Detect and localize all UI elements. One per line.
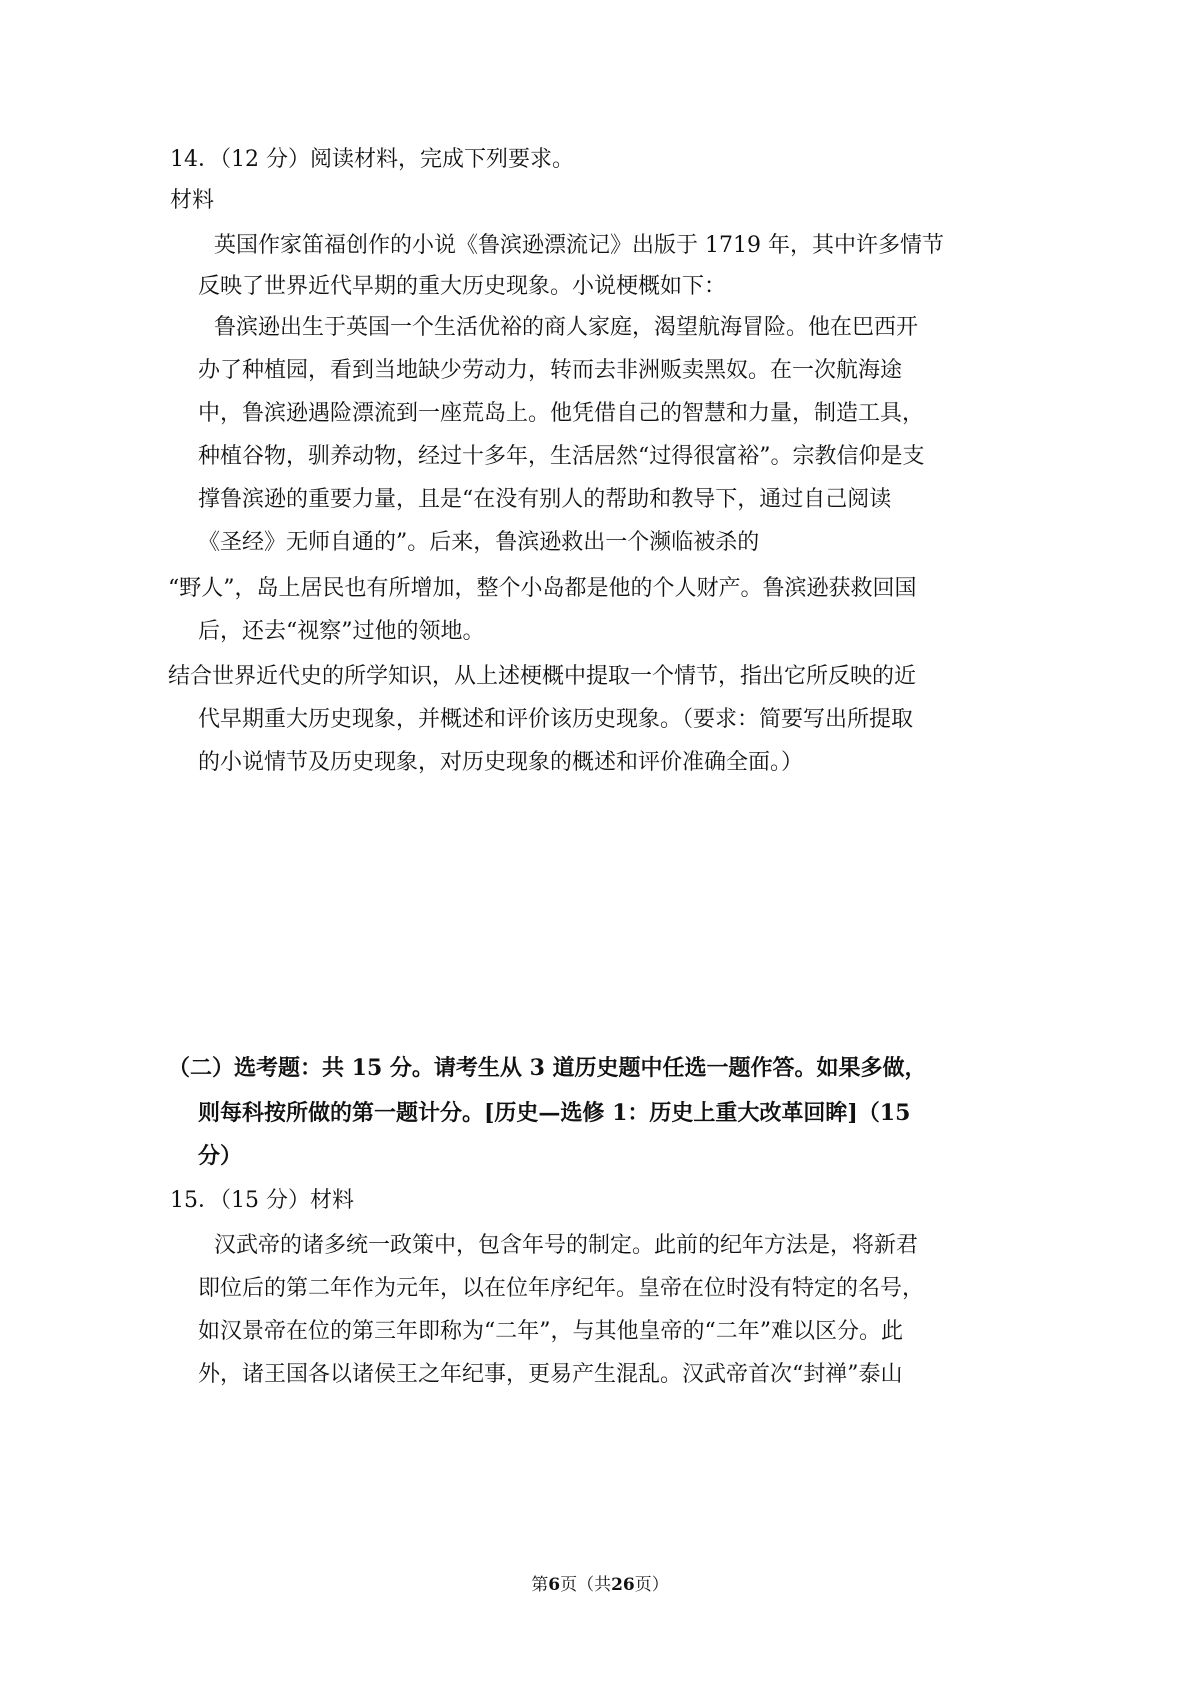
q15-material-line: 汉武帝的诸多统一政策中，包含年号的制定。此前的纪年方法是，将新君: [214, 1233, 919, 1258]
footer-prefix: 第: [531, 1575, 549, 1595]
q14-material-label: 材料: [170, 188, 215, 213]
section2-heading-line: 分）: [198, 1143, 243, 1169]
q14-material-line: 英国作家笛福创作的小说《鲁滨逊漂流记》出版于 1719 年，其中许多情节: [214, 233, 944, 258]
q14-material-line: 反映了世界近代早期的重大历史现象。小说梗概如下：: [198, 274, 727, 299]
q14-header: 14．（12 分）阅读材料，完成下列要求。: [170, 147, 574, 172]
q15-material-line: 如汉景帝在位的第三年即称为“二年”，与其他皇帝的“二年”难以区分。此: [198, 1319, 903, 1344]
section2-heading-line: （二）选考题：共 15 分。请考生从 3 道历史题中任选一题作答。如果多做，: [168, 1055, 927, 1081]
q14-material-line: 《圣经》无师自通的”。后来，鲁滨逊救出一个濒临被杀的: [198, 530, 760, 555]
page-footer: [0, 1574, 1200, 1596]
q14-material-line: 办了种植园，看到当地缺少劳动力，转而去非洲贩卖黑奴。在一次航海途: [198, 358, 903, 383]
q14-material-line: “野人”，岛上居民也有所增加，整个小岛都是他的个人财产。鲁滨逊获救回国: [168, 576, 917, 601]
total-page-count: 26: [611, 1575, 635, 1595]
q14-material-line: 撑鲁滨逊的重要力量，且是“在没有别人的帮助和教导下，通过自己阅读: [198, 487, 892, 512]
q14-material-line: 后，还去“视察”过他的领地。: [198, 619, 485, 644]
current-page-number: 6: [548, 1575, 561, 1595]
q14-material-line: 种植谷物，驯养动物，经过十多年，生活居然“过得很富裕”。宗教信仰是支: [198, 444, 925, 469]
q14-question-line: 的小说情节及历史现象，对历史现象的概述和评价准确全面。）: [198, 750, 804, 775]
section2-heading-line: 则每科按所做的第一题计分。[历史—选修 1：历史上重大改革回眸]（15: [198, 1100, 911, 1126]
q14-material-line: 鲁滨逊出生于英国一个生活优裕的商人家庭，渴望航海冒险。他在巴西开: [214, 315, 919, 340]
q15-material-line: 即位后的第二年作为元年，以在位年序纪年。皇帝在位时没有特定的名号，: [198, 1276, 925, 1301]
footer-suffix: 页）: [634, 1575, 669, 1595]
q15-header: 15．（15 分）材料: [170, 1188, 354, 1213]
q15-material-line: 外，诸王国各以诸侯王之年纪事，更易产生混乱。汉武帝首次“封禅”泰山: [198, 1362, 903, 1387]
q14-question-line: 结合世界近代史的所学知识，从上述梗概中提取一个情节，指出它所反映的近: [168, 664, 917, 689]
q14-question-line: 代早期重大历史现象，并概述和评价该历史现象。（要求：简要写出所提取: [198, 707, 914, 732]
footer-middle: 页（共: [560, 1575, 612, 1595]
q14-material-line: 中，鲁滨逊遇险漂流到一座荒岛上。他凭借自己的智慧和力量，制造工具，: [198, 401, 925, 426]
